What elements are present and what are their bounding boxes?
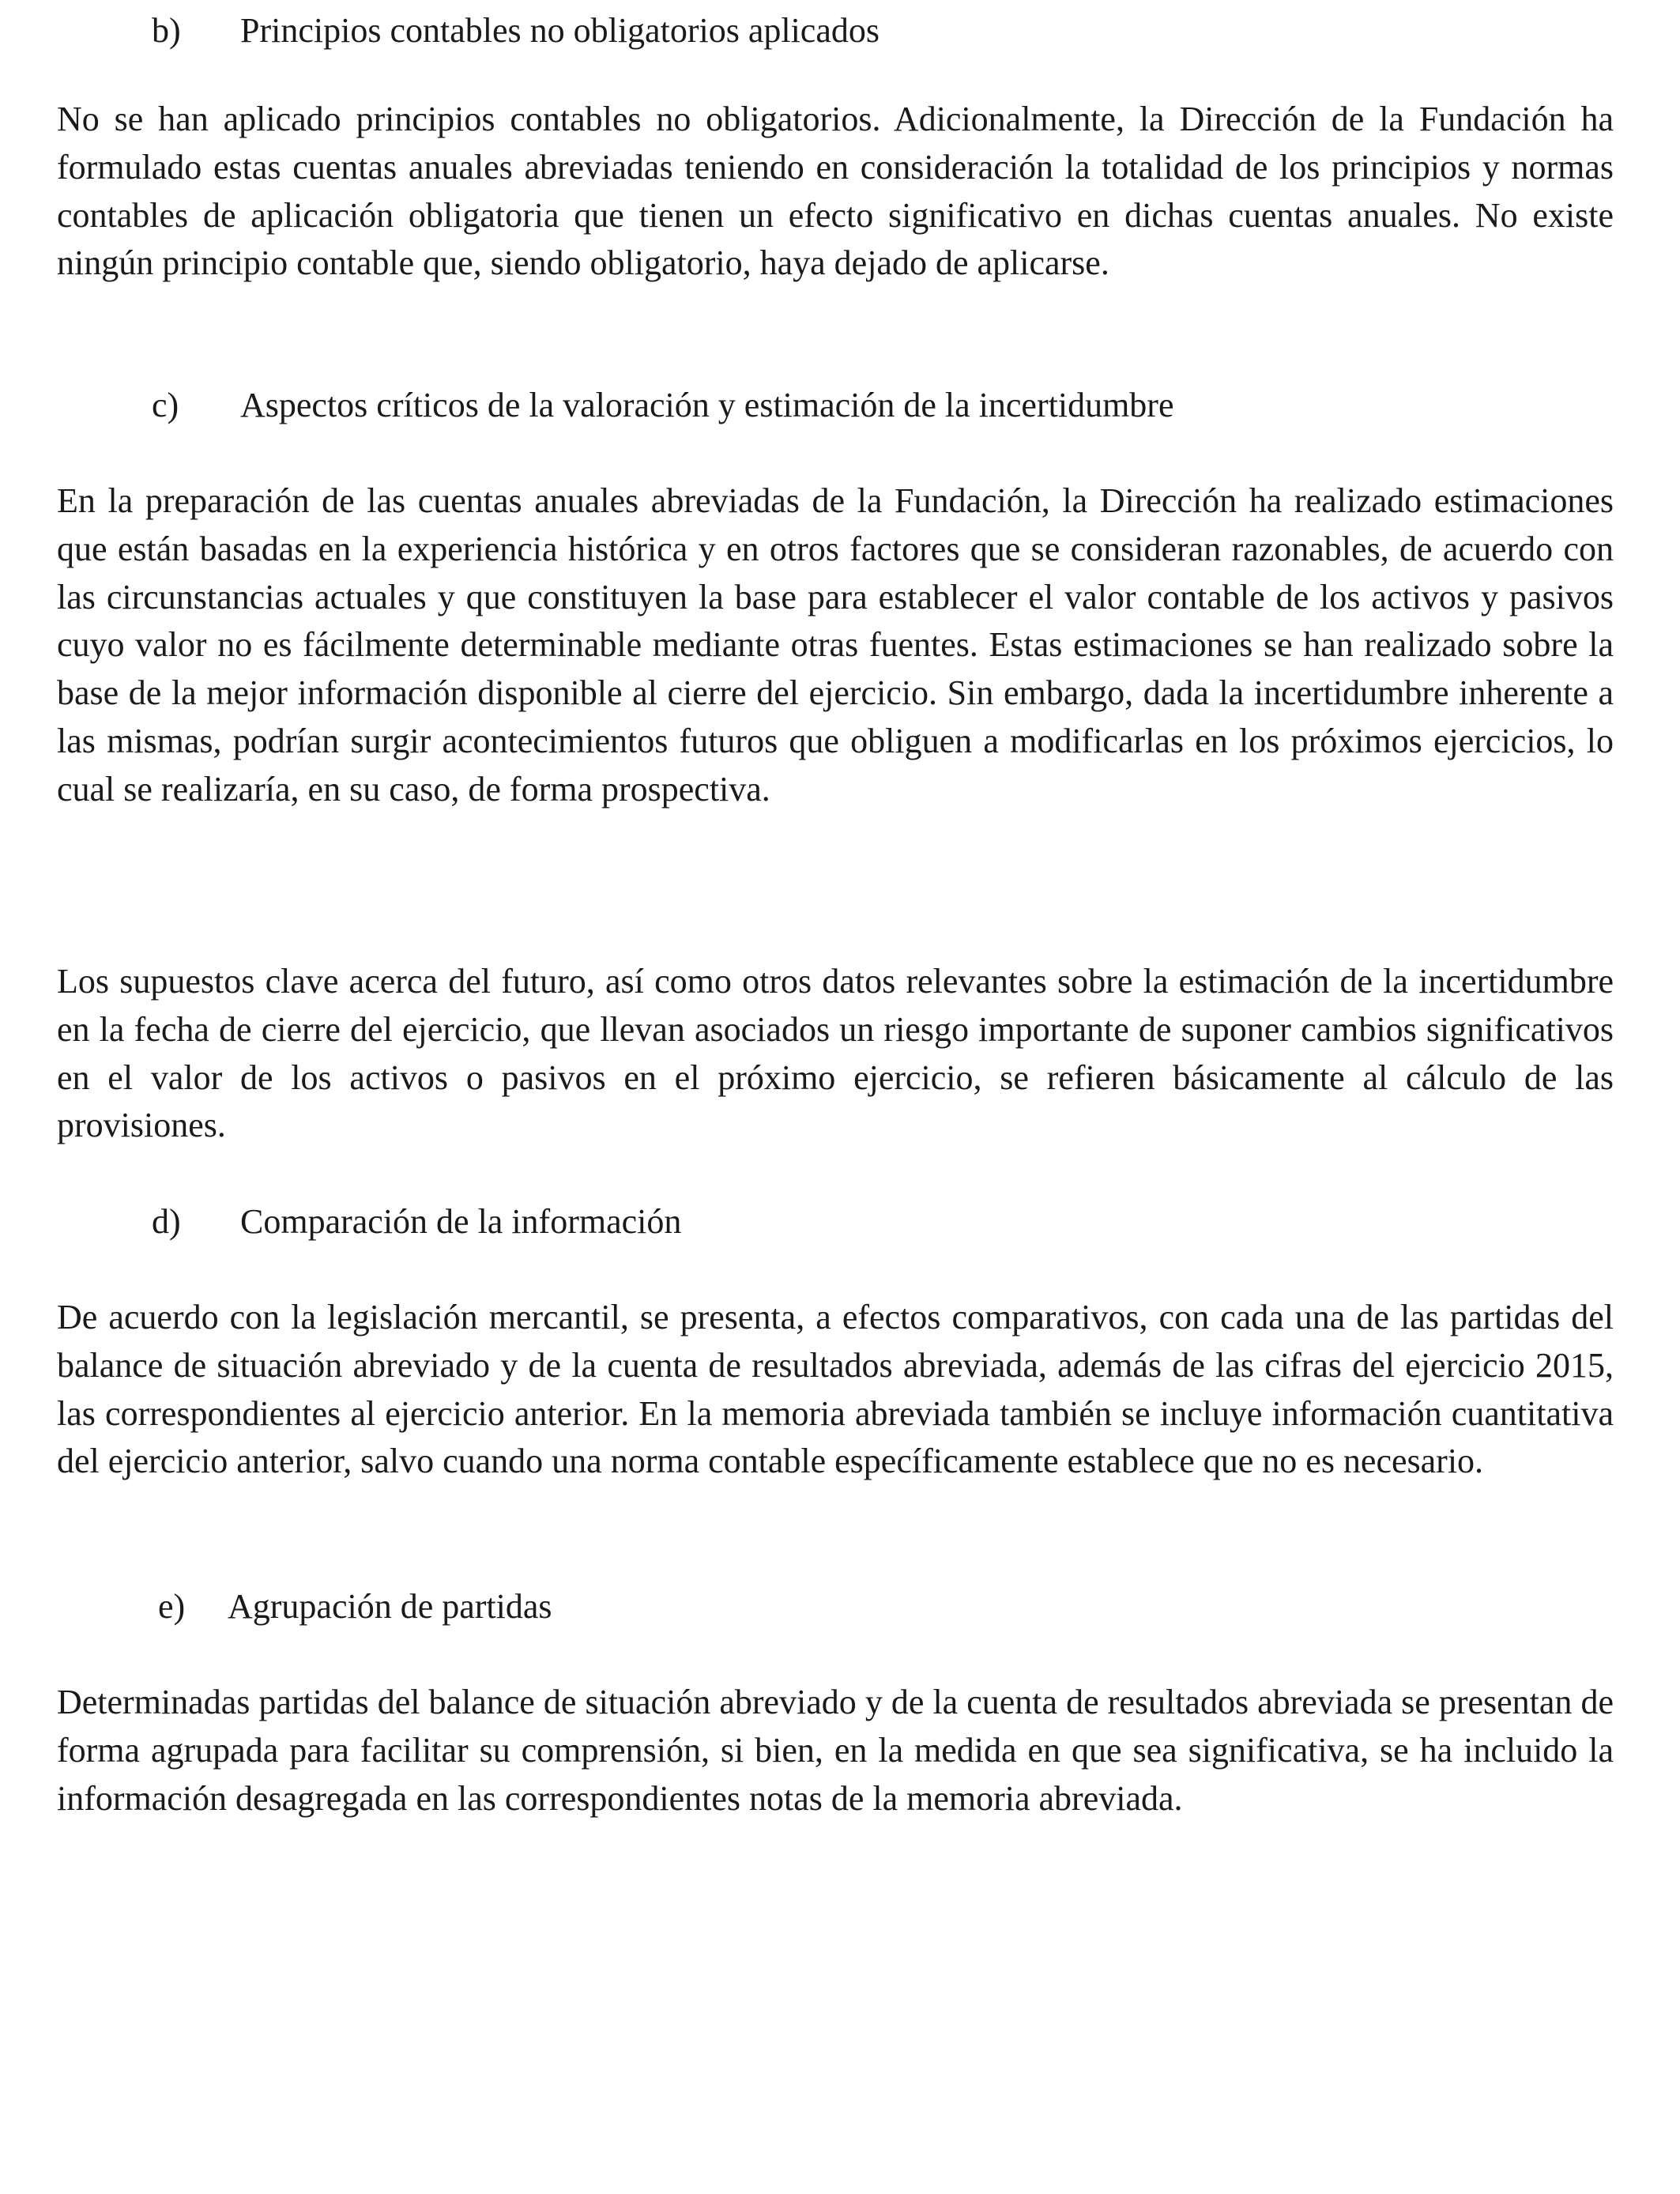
section-letter: c) bbox=[152, 386, 179, 424]
paragraph-supuestos-clave: Los supuestos clave acerca del futuro, así como otros datos relevantes sobre la estimación de la incertidumbre en la fecha de cierre del ejercicio, que llevan asociados un riesgo importante de suponer cambios significativos en el valor de los activos o pasivos en el próximo ejercicio, se refieren básicamente al cálculo de las provisiones. bbox=[57, 962, 1614, 1145]
paragraph-comparacion: De acuerdo con la legislación mercantil, se presenta, a efectos comparativos, con cada una de las partidas del balance de situación abreviado y de la cuenta de resultados abreviada, además de las cifras del ejercicio 2015, las correspondientes al ejercicio anterior. En la memoria abreviada también se incluye información cuantitativa del ejercicio anterior, salvo cuando una norma contable específicamente establece que no es necesario. bbox=[57, 1298, 1614, 1481]
section-letter: e) bbox=[158, 1587, 186, 1626]
section-letter: b) bbox=[152, 11, 181, 50]
paragraph-principios-no-obligatorios: No se han aplicado principios contables no obligatorios. Adicionalmente, la Dirección de la Fundación ha formulado estas cuentas anuales abreviadas teniendo en consideración la totalidad de los principios y normas contables de aplicación obligatoria que tienen un efecto significativo en dichas cuentas anuales. No existe ningún principio contable que, siendo obligatorio, haya dejado de aplicarse. bbox=[57, 100, 1614, 283]
section-letter: d) bbox=[152, 1202, 181, 1241]
section-title: Principios contables no obligatorios aplicados bbox=[240, 11, 880, 50]
section-title: Agrupación de partidas bbox=[228, 1587, 552, 1626]
section-title: Comparación de la información bbox=[240, 1202, 682, 1241]
paragraph-agrupacion: Determinadas partidas del balance de situación abreviado y de la cuenta de resultados abreviada se presentan de forma agrupada para facilitar su comprensión, si bien, en la medida en que sea significativa, se ha incluido la información desagregada en las correspondientes notas de la memoria abreviada. bbox=[57, 1683, 1614, 1818]
section-title: Aspectos críticos de la valoración y estimación de la incertidumbre bbox=[240, 386, 1174, 424]
paragraph-estimaciones: En la preparación de las cuentas anuales abreviadas de la Fundación, la Dirección ha realizado estimaciones que están basadas en la experiencia histórica y en otros factores que se consideran razonables, de acuerdo con las circunstancias actuales y que constituyen la base para establecer el valor contable de los activos y pasivos cuyo valor no es fácilmente determinable mediante otras fuentes. Estas estimaciones se han realizado sobre la base de la mejor información disponible al cierre del ejercicio. Sin embargo, dada la incertidumbre inherente a las mismas, podrían surgir acontecimientos futuros que obliguen a modificarlas en los próximos ejercicios, lo cual se realizaría, en su caso, de forma prospectiva. bbox=[57, 481, 1614, 809]
